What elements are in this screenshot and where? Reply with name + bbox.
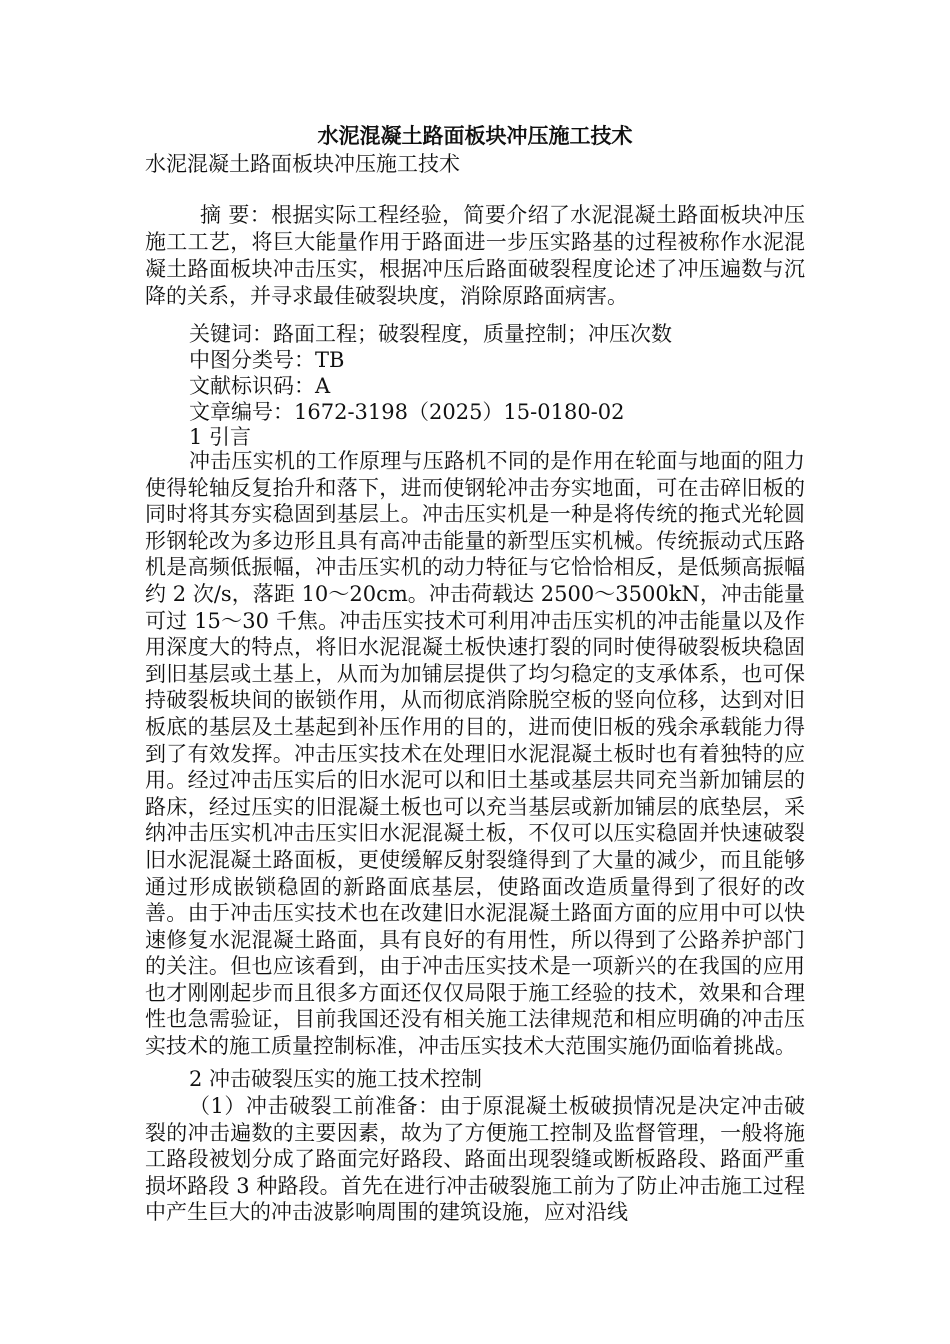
abstract-paragraph: 摘 要：根据实际工程经验，简要介绍了水泥混凝土路面板块冲压施工工艺，将巨大能量作用于路面进一步压实路基的过程被称作水泥混凝土路面板块冲击压实，根据冲压后路面破裂程度论述了冲压遍数与沉降的关系，并寻求最佳破裂块度，消除原路面病害。 [145, 203, 805, 308]
section-2-heading: 2 冲击破裂压实的施工技术控制 [189, 1067, 483, 1091]
article-number-line: 文章编号：1672-3198（2025）15-0180-02 [189, 400, 625, 424]
keywords-line: 关键词：路面工程；破裂程度，质量控制；冲压次数 [189, 322, 672, 346]
classification-line: 中图分类号：TB [189, 348, 345, 372]
document-title: 水泥混凝土路面板块冲压施工技术 [317, 123, 633, 148]
section-1-paragraph: 冲击压实机的工作原理与压路机不同的是作用在轮面与地面的阻力使得轮轴反复抬升和落下，进而使钢轮冲击夯实地面，可在击碎旧板的同时将其夯实稳固到基层上。冲击压实机是一种是将传统的拖式光轮圆形钢轮改为多边形且具有高冲击能量的新型压实机械。传统振动式压路机是高频低振幅，冲击压实机的动力特征与它恰恰相反，是低频高振幅约 2 次/s，落距 10～20cm。冲击荷载达 2500～3500kN，冲击能量可过 15～30 千焦。冲击压实技术可利用冲击压实机的冲击能量以及作用深度大的特点，将旧水泥混凝土板快速打裂的同时使得破裂板块稳固到旧基层或土基上，从而为加铺层提供了均匀稳定的支承体系，也可保持破裂板块间的嵌锁作用，从而彻底消除脱空板的竖向位移，达到对旧板底的基层及土基起到补压作用的目的，进而使旧板的残余承载能力得到了有效发挥。冲击压实技术在处理旧水泥混凝土板时也有着独特的应用。经过冲击压实后的旧水泥可以和旧土基或基层共同充当新加铺层的路床，经过压实的旧混凝土板也可以充当基层或新加铺层的底垫层，采纳冲击压实机冲击压实旧水泥混凝土板，不仅可以压实稳固并快速破裂旧水泥混凝土路面板，更使缓解反射裂缝得到了大量的减少，而且能够通过形成嵌锁稳固的新路面底基层，使路面改造质量得到了很好的改善。由于冲击压实技术也在改建旧水泥混凝土路面方面的应用中可以快速修复水泥混凝土路面，具有良好的有用性，所以得到了公路养护部门的关注。但也应该看到，由于冲击压实技术是一项新兴的在我国的应用也才刚刚起步而且很多方面还仅仅局限于施工经验的技术，效果和合理性也急需验证，目前我国还没有相关施工法律规范和相应明确的冲击压实技术的施工质量控制标准，冲击压实技术大范围实施仍面临着挑战。 [145, 449, 805, 1059]
doc-code-line: 文献标识码：A [189, 374, 331, 398]
document-subtitle: 水泥混凝土路面板块冲压施工技术 [145, 152, 460, 176]
section-2-paragraph: （1）冲击破裂工前准备：由于原混凝土板破损情况是决定冲击破裂的冲击遍数的主要因素，故为了方便施工控制及监督管理，一般将施工路段被划分成了路面完好路段、路面出现裂缝或断板路段、路面严重损坏路段 3 种路段。首先在进行冲击破裂施工前为了防止冲击施工过程中产生巨大的冲击波影响周围的建筑设施，应对沿线 [145, 1094, 805, 1225]
section-1-heading: 1 引言 [189, 425, 252, 449]
